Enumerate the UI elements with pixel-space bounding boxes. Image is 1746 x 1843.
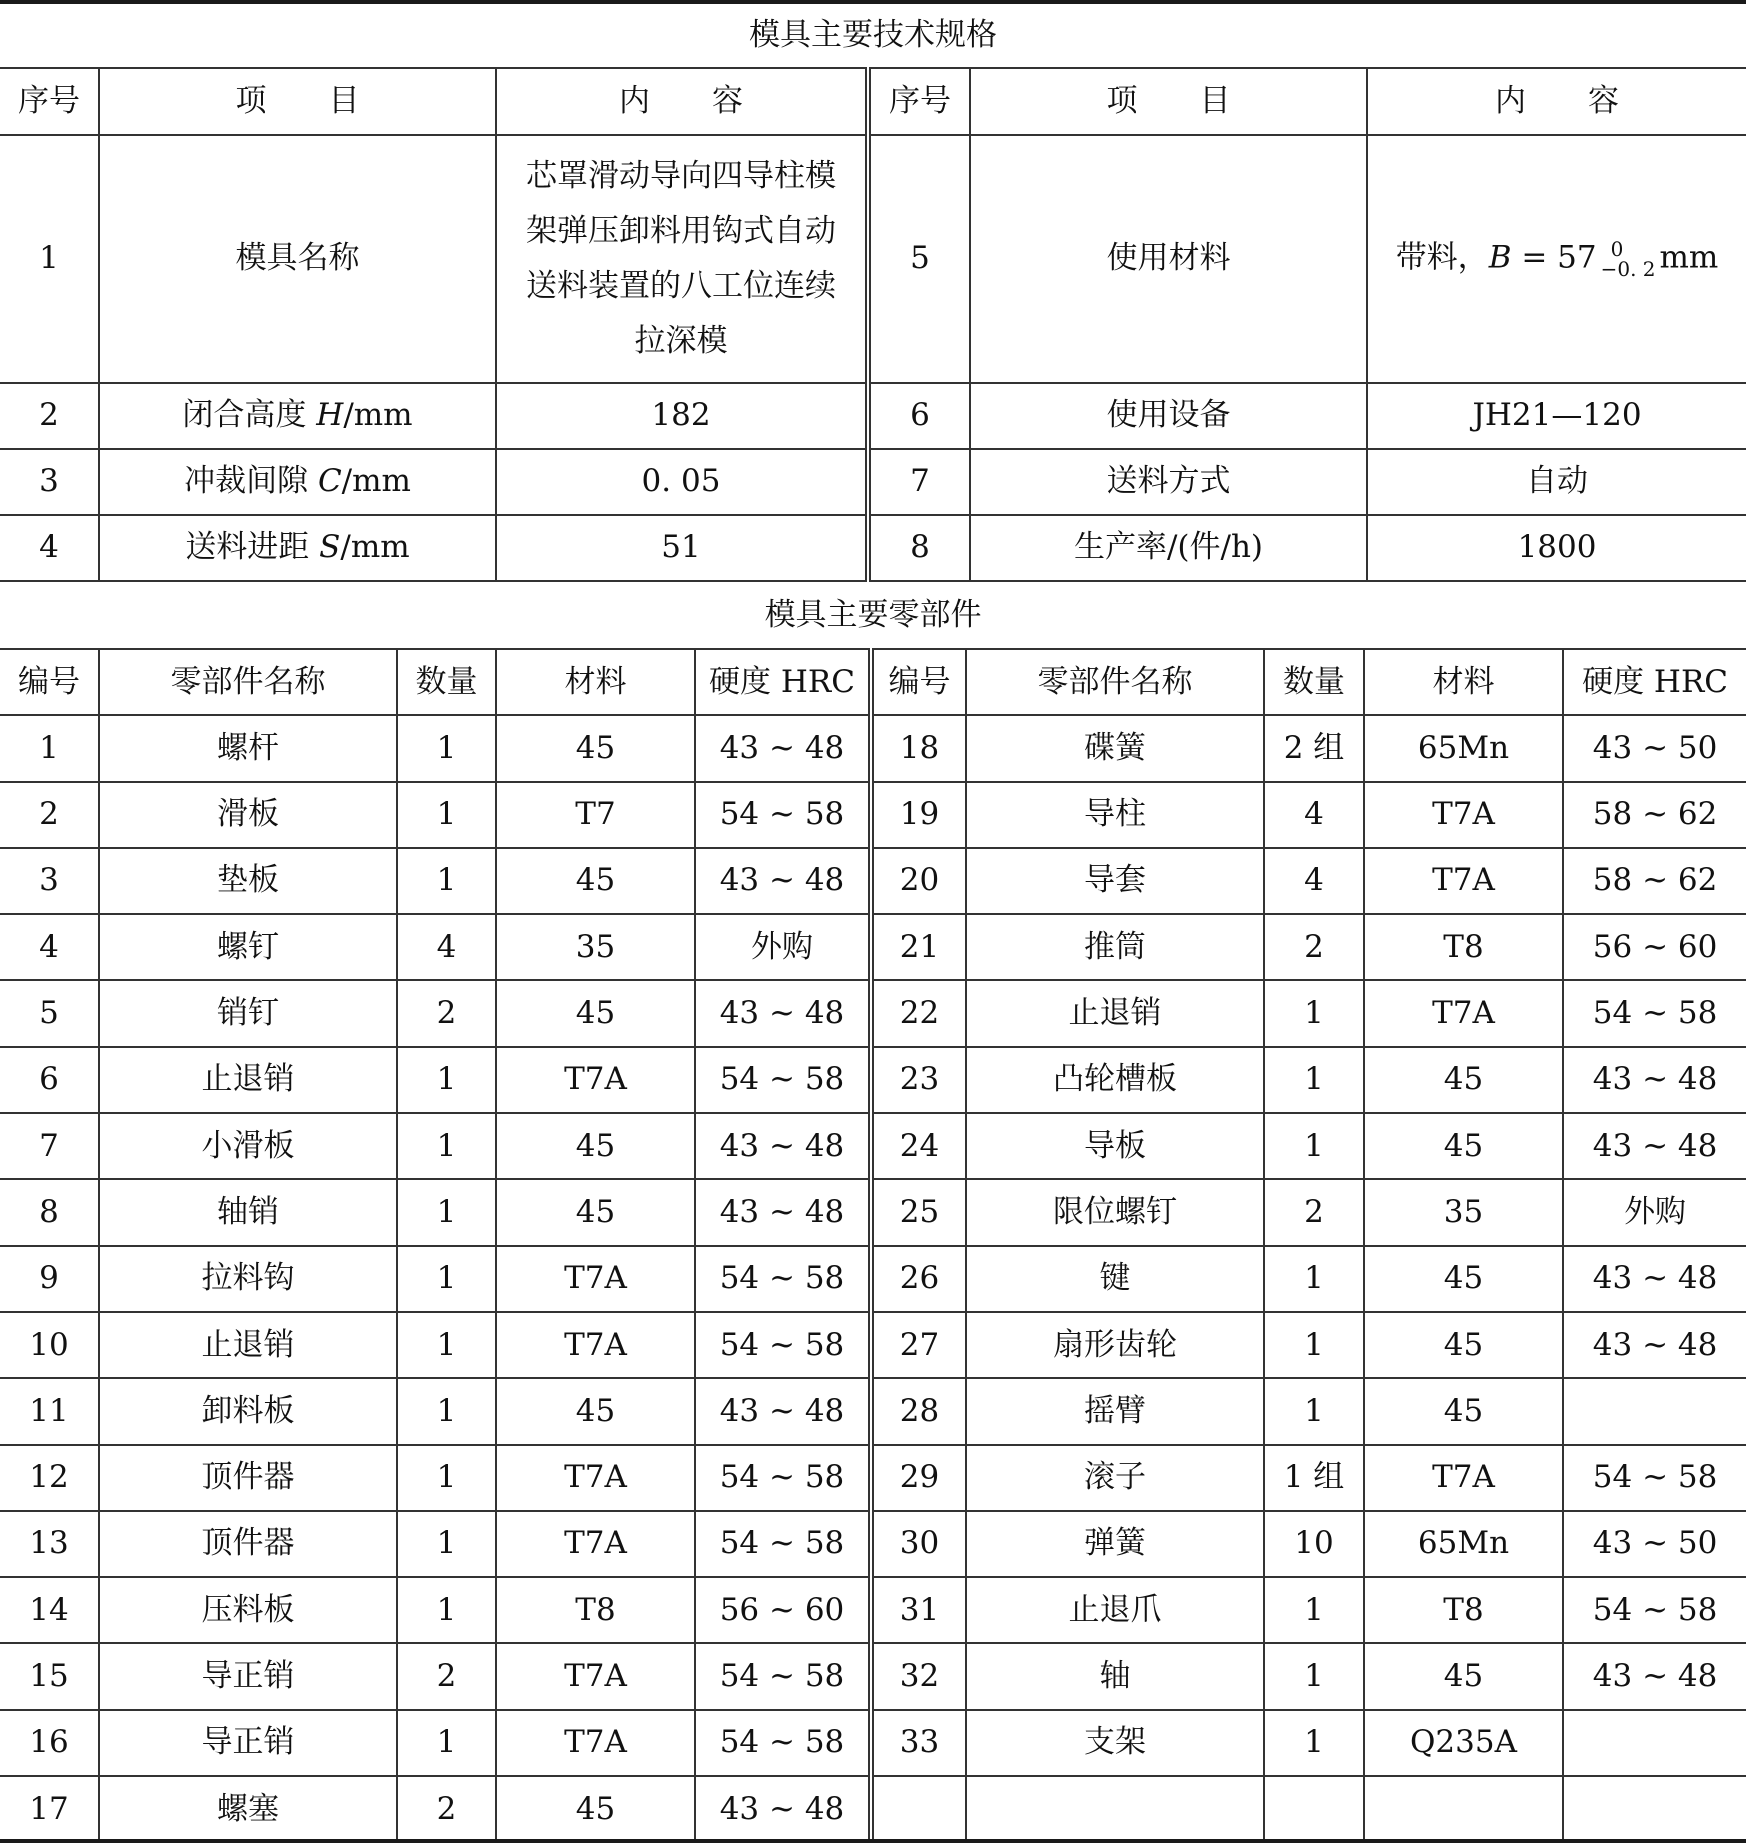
parts-row <box>0 1179 1746 1245</box>
parts-row <box>0 914 1746 980</box>
header-content-right: 内 容 <box>1367 68 1746 135</box>
part-qty: 1 <box>397 1710 496 1776</box>
part-material: 35 <box>496 914 695 980</box>
part-name: 限位螺钉 <box>966 1179 1264 1245</box>
part-hardness: 外购 <box>1563 1179 1746 1245</box>
header-material-right: 材料 <box>1364 649 1563 715</box>
part-qty: 1 <box>397 1312 496 1378</box>
part-hardness: 54 ~ 58 <box>695 1047 871 1113</box>
part-qty: 1 <box>1264 1577 1364 1643</box>
part-material: T8 <box>496 1577 695 1643</box>
part-material: T7A <box>496 1643 695 1709</box>
part-qty: 1 <box>397 1445 496 1511</box>
part-material: T8 <box>1364 1577 1563 1643</box>
part-qty: 1 <box>397 1378 496 1444</box>
spec-content: 自动 <box>1367 449 1746 515</box>
spec-item <box>99 449 496 515</box>
part-material: T7A <box>496 1312 695 1378</box>
part-hardness: 外购 <box>695 914 871 980</box>
part-name: 滑板 <box>99 782 397 848</box>
part-qty: 1 <box>1264 1113 1364 1179</box>
part-qty: 2 <box>1264 914 1364 980</box>
part-no: 9 <box>0 1246 99 1312</box>
part-no <box>871 1776 966 1842</box>
spec-content: 51 <box>496 515 868 581</box>
part-name: 止退销 <box>99 1312 397 1378</box>
part-hardness: 43 ~ 48 <box>695 1179 871 1245</box>
part-name: 小滑板 <box>99 1113 397 1179</box>
part-material: T7A <box>1364 782 1563 848</box>
part-material: 45 <box>496 715 695 781</box>
part-material: Q235A <box>1364 1710 1563 1776</box>
parts-row <box>0 1643 1746 1709</box>
part-no: 22 <box>871 980 966 1046</box>
parts-header-row <box>0 649 1746 715</box>
header-hardness-right: 硬度 HRC <box>1563 649 1746 715</box>
header-item-right: 项 目 <box>970 68 1367 135</box>
part-qty: 1 <box>397 782 496 848</box>
specs-row <box>0 449 1746 515</box>
part-hardness: 56 ~ 60 <box>695 1577 871 1643</box>
part-hardness: 43 ~ 48 <box>695 1378 871 1444</box>
part-material: T7A <box>496 1710 695 1776</box>
part-hardness: 54 ~ 58 <box>695 1511 871 1577</box>
part-name: 卸料板 <box>99 1378 397 1444</box>
parts-row <box>0 782 1746 848</box>
part-no: 31 <box>871 1577 966 1643</box>
part-no: 16 <box>0 1710 99 1776</box>
spec-no: 2 <box>0 383 99 449</box>
part-material: 65Mn <box>1364 1511 1563 1577</box>
part-name: 导柱 <box>966 782 1264 848</box>
part-no: 1 <box>0 715 99 781</box>
part-material: 45 <box>496 848 695 914</box>
part-qty: 1 <box>397 848 496 914</box>
material-prefix: 带料， <box>1395 239 1489 276</box>
spec-item <box>99 383 496 449</box>
parts-row <box>0 1246 1746 1312</box>
part-no: 26 <box>871 1246 966 1312</box>
part-no: 18 <box>871 715 966 781</box>
spec-content: 0. 05 <box>496 449 868 515</box>
spec-content: JH21—120 <box>1367 383 1746 449</box>
spec-item: 使用材料 <box>970 135 1367 383</box>
part-no: 12 <box>0 1445 99 1511</box>
spec-no: 8 <box>868 515 970 581</box>
spec-item-prefix: 冲裁间隙 <box>184 463 318 500</box>
part-name: 止退爪 <box>966 1577 1264 1643</box>
part-name: 螺杆 <box>99 715 397 781</box>
part-material: T7A <box>496 1246 695 1312</box>
parts-row <box>0 1577 1746 1643</box>
part-qty: 1 <box>1264 1312 1364 1378</box>
tolerance <box>1601 239 1656 279</box>
part-hardness: 58 ~ 62 <box>1563 782 1746 848</box>
part-qty: 2 <box>397 980 496 1046</box>
part-no: 23 <box>871 1047 966 1113</box>
part-material: T7A <box>1364 1445 1563 1511</box>
part-no: 3 <box>0 848 99 914</box>
part-name: 滚子 <box>966 1445 1264 1511</box>
part-material: T7 <box>496 782 695 848</box>
part-no: 15 <box>0 1643 99 1709</box>
part-name: 螺钉 <box>99 914 397 980</box>
part-name: 销钉 <box>99 980 397 1046</box>
spec-content-material <box>1367 135 1746 383</box>
part-name: 导套 <box>966 848 1264 914</box>
part-material: 45 <box>1364 1246 1563 1312</box>
part-material: 65Mn <box>1364 715 1563 781</box>
part-name: 轴销 <box>99 1179 397 1245</box>
specs-title: 模具主要技术规格 <box>0 4 1746 68</box>
part-material: 35 <box>1364 1179 1563 1245</box>
part-material: 45 <box>496 1113 695 1179</box>
part-name: 止退销 <box>99 1047 397 1113</box>
header-no-right: 编号 <box>871 649 966 715</box>
part-hardness: 43 ~ 48 <box>1563 1113 1746 1179</box>
spec-item-unit: /mm <box>340 529 410 566</box>
part-qty: 4 <box>1264 848 1364 914</box>
part-no: 8 <box>0 1179 99 1245</box>
part-no: 29 <box>871 1445 966 1511</box>
parts-row <box>0 1113 1746 1179</box>
header-qty-right: 数量 <box>1264 649 1364 715</box>
parts-row <box>0 715 1746 781</box>
part-no: 5 <box>0 980 99 1046</box>
part-qty: 1 <box>397 1047 496 1113</box>
parts-row <box>0 1710 1746 1776</box>
part-no: 11 <box>0 1378 99 1444</box>
spec-no: 4 <box>0 515 99 581</box>
part-hardness: 54 ~ 58 <box>695 1312 871 1378</box>
part-no: 17 <box>0 1776 99 1842</box>
parts-table <box>0 583 1746 1843</box>
header-name-right: 零部件名称 <box>966 649 1264 715</box>
parts-row <box>0 848 1746 914</box>
spec-item-var: H <box>316 397 344 434</box>
part-name: 导正销 <box>99 1643 397 1709</box>
part-material: 45 <box>1364 1047 1563 1113</box>
part-material: 45 <box>1364 1378 1563 1444</box>
specs-row <box>0 135 1746 383</box>
part-material: T7A <box>496 1445 695 1511</box>
part-qty: 2 <box>397 1776 496 1842</box>
parts-row <box>0 1312 1746 1378</box>
spec-content-text: 芯罩滑动导向四导柱模架弹压卸料用钩式自动送料装置的八工位连续拉深模 <box>526 158 836 359</box>
spec-item: 生产率/(件/h) <box>970 515 1367 581</box>
parts-row <box>0 1776 1746 1842</box>
part-hardness: 54 ~ 58 <box>695 1643 871 1709</box>
bottom-rule <box>0 1839 1746 1843</box>
part-name: 止退销 <box>966 980 1264 1046</box>
part-hardness: 56 ~ 60 <box>1563 914 1746 980</box>
part-no: 27 <box>871 1312 966 1378</box>
part-name: 键 <box>966 1246 1264 1312</box>
part-no: 33 <box>871 1710 966 1776</box>
part-hardness: 43 ~ 48 <box>695 1776 871 1842</box>
part-name: 压料板 <box>99 1577 397 1643</box>
spec-item-prefix: 送料进距 <box>185 529 320 566</box>
part-no: 2 <box>0 782 99 848</box>
parts-row <box>0 1511 1746 1577</box>
part-no: 25 <box>871 1179 966 1245</box>
part-name: 碟簧 <box>966 715 1264 781</box>
spec-content: 182 <box>496 383 868 449</box>
part-qty: 1 <box>397 1113 496 1179</box>
part-name: 顶件器 <box>99 1445 397 1511</box>
part-no: 10 <box>0 1312 99 1378</box>
material-var: B <box>1488 239 1512 276</box>
spec-item-var: S <box>319 529 341 566</box>
part-no: 20 <box>871 848 966 914</box>
part-qty: 2 <box>1264 1179 1364 1245</box>
header-no-left: 序号 <box>0 68 99 135</box>
part-no: 13 <box>0 1511 99 1577</box>
part-name: 支架 <box>966 1710 1264 1776</box>
spec-no: 5 <box>868 135 970 383</box>
material-unit: mm <box>1659 239 1719 276</box>
spec-no: 3 <box>0 449 99 515</box>
part-qty: 1 <box>397 1577 496 1643</box>
spec-item: 送料方式 <box>970 449 1367 515</box>
header-hardness-left: 硬度 HRC <box>695 649 871 715</box>
part-no: 14 <box>0 1577 99 1643</box>
parts-row <box>0 1445 1746 1511</box>
part-material: 45 <box>496 1776 695 1842</box>
part-hardness: 54 ~ 58 <box>1563 1577 1746 1643</box>
part-qty: 10 <box>1264 1511 1364 1577</box>
part-qty: 4 <box>397 914 496 980</box>
part-material: 45 <box>496 980 695 1046</box>
part-material: T8 <box>1364 914 1563 980</box>
part-material: T7A <box>1364 980 1563 1046</box>
part-qty: 1 <box>1264 1710 1364 1776</box>
header-material-left: 材料 <box>496 649 695 715</box>
spec-no: 1 <box>0 135 99 383</box>
part-name: 摇臂 <box>966 1378 1264 1444</box>
part-qty <box>1264 1776 1364 1842</box>
part-name: 顶件器 <box>99 1511 397 1577</box>
spec-item <box>99 515 496 581</box>
spec-item-prefix: 闭合高度 <box>182 397 317 434</box>
part-no: 7 <box>0 1113 99 1179</box>
part-qty: 1 <box>1264 1047 1364 1113</box>
specs-header-row <box>0 68 1746 135</box>
parts-row <box>0 980 1746 1046</box>
part-hardness <box>1563 1776 1746 1842</box>
part-hardness: 43 ~ 48 <box>1563 1312 1746 1378</box>
spec-item-unit: /mm <box>341 463 411 500</box>
part-material: T7A <box>1364 848 1563 914</box>
spec-item-unit: /mm <box>343 397 413 434</box>
tolerance-upper: 0 <box>1610 237 1624 261</box>
part-qty: 1 <box>1264 1246 1364 1312</box>
header-content-left: 内 容 <box>496 68 868 135</box>
part-hardness: 54 ~ 58 <box>1563 1445 1746 1511</box>
part-no: 4 <box>0 914 99 980</box>
part-qty: 1 <box>1264 1378 1364 1444</box>
part-hardness: 58 ~ 62 <box>1563 848 1746 914</box>
part-qty: 1 <box>397 1179 496 1245</box>
header-item-left: 项 目 <box>99 68 496 135</box>
part-name: 凸轮槽板 <box>966 1047 1264 1113</box>
part-name: 推筒 <box>966 914 1264 980</box>
spec-item: 模具名称 <box>99 135 496 383</box>
part-material: T7A <box>496 1511 695 1577</box>
part-no: 28 <box>871 1378 966 1444</box>
part-qty: 1 <box>397 715 496 781</box>
part-qty: 4 <box>1264 782 1364 848</box>
parts-row <box>0 1047 1746 1113</box>
part-material: 45 <box>496 1179 695 1245</box>
spec-no: 7 <box>868 449 970 515</box>
part-name: 螺塞 <box>99 1776 397 1842</box>
part-name <box>966 1776 1264 1842</box>
part-material: T7A <box>496 1047 695 1113</box>
part-name: 垫板 <box>99 848 397 914</box>
specs-row <box>0 383 1746 449</box>
spec-content: 1800 <box>1367 515 1746 581</box>
part-name: 拉料钩 <box>99 1246 397 1312</box>
part-qty: 2 组 <box>1264 715 1364 781</box>
header-no-left: 编号 <box>0 649 99 715</box>
part-qty: 1 组 <box>1264 1445 1364 1511</box>
part-name: 导板 <box>966 1113 1264 1179</box>
parts-row <box>0 1378 1746 1444</box>
header-no-right: 序号 <box>868 68 970 135</box>
part-hardness: 54 ~ 58 <box>695 1710 871 1776</box>
part-qty: 1 <box>397 1246 496 1312</box>
part-hardness: 54 ~ 58 <box>695 1246 871 1312</box>
part-name: 弹簧 <box>966 1511 1264 1577</box>
part-hardness: 43 ~ 50 <box>1563 1511 1746 1577</box>
part-hardness: 43 ~ 48 <box>695 1113 871 1179</box>
part-hardness: 43 ~ 48 <box>1563 1047 1746 1113</box>
part-no: 19 <box>871 782 966 848</box>
part-qty: 1 <box>1264 1643 1364 1709</box>
specs-row <box>0 515 1746 581</box>
spec-item-var: C <box>317 463 342 500</box>
material-value: = 57 <box>1511 239 1597 276</box>
spec-content <box>496 135 868 383</box>
part-no: 32 <box>871 1643 966 1709</box>
part-name: 扇形齿轮 <box>966 1312 1264 1378</box>
part-name: 导正销 <box>99 1710 397 1776</box>
part-hardness: 54 ~ 58 <box>695 1445 871 1511</box>
part-no: 21 <box>871 914 966 980</box>
part-qty: 2 <box>397 1643 496 1709</box>
specs-table <box>0 4 1746 582</box>
header-qty-left: 数量 <box>397 649 496 715</box>
part-hardness: 43 ~ 48 <box>1563 1643 1746 1709</box>
part-no: 6 <box>0 1047 99 1113</box>
part-qty: 1 <box>397 1511 496 1577</box>
part-material: 45 <box>1364 1312 1563 1378</box>
part-hardness: 54 ~ 58 <box>695 782 871 848</box>
part-hardness <box>1563 1378 1746 1444</box>
spec-no: 6 <box>868 383 970 449</box>
part-hardness: 43 ~ 50 <box>1563 715 1746 781</box>
header-name-left: 零部件名称 <box>99 649 397 715</box>
part-material: 45 <box>1364 1113 1563 1179</box>
part-material: 45 <box>496 1378 695 1444</box>
part-material <box>1364 1776 1563 1842</box>
part-no: 30 <box>871 1511 966 1577</box>
part-material: 45 <box>1364 1643 1563 1709</box>
part-qty: 1 <box>1264 980 1364 1046</box>
part-hardness: 43 ~ 48 <box>1563 1246 1746 1312</box>
part-name: 轴 <box>966 1643 1264 1709</box>
part-no: 24 <box>871 1113 966 1179</box>
part-hardness <box>1563 1710 1746 1776</box>
part-hardness: 54 ~ 58 <box>1563 980 1746 1046</box>
tolerance-lower: −0. 2 <box>1600 257 1656 281</box>
part-hardness: 43 ~ 48 <box>695 980 871 1046</box>
part-hardness: 43 ~ 48 <box>695 715 871 781</box>
parts-title: 模具主要零部件 <box>0 583 1746 649</box>
spec-item: 使用设备 <box>970 383 1367 449</box>
part-hardness: 43 ~ 48 <box>695 848 871 914</box>
